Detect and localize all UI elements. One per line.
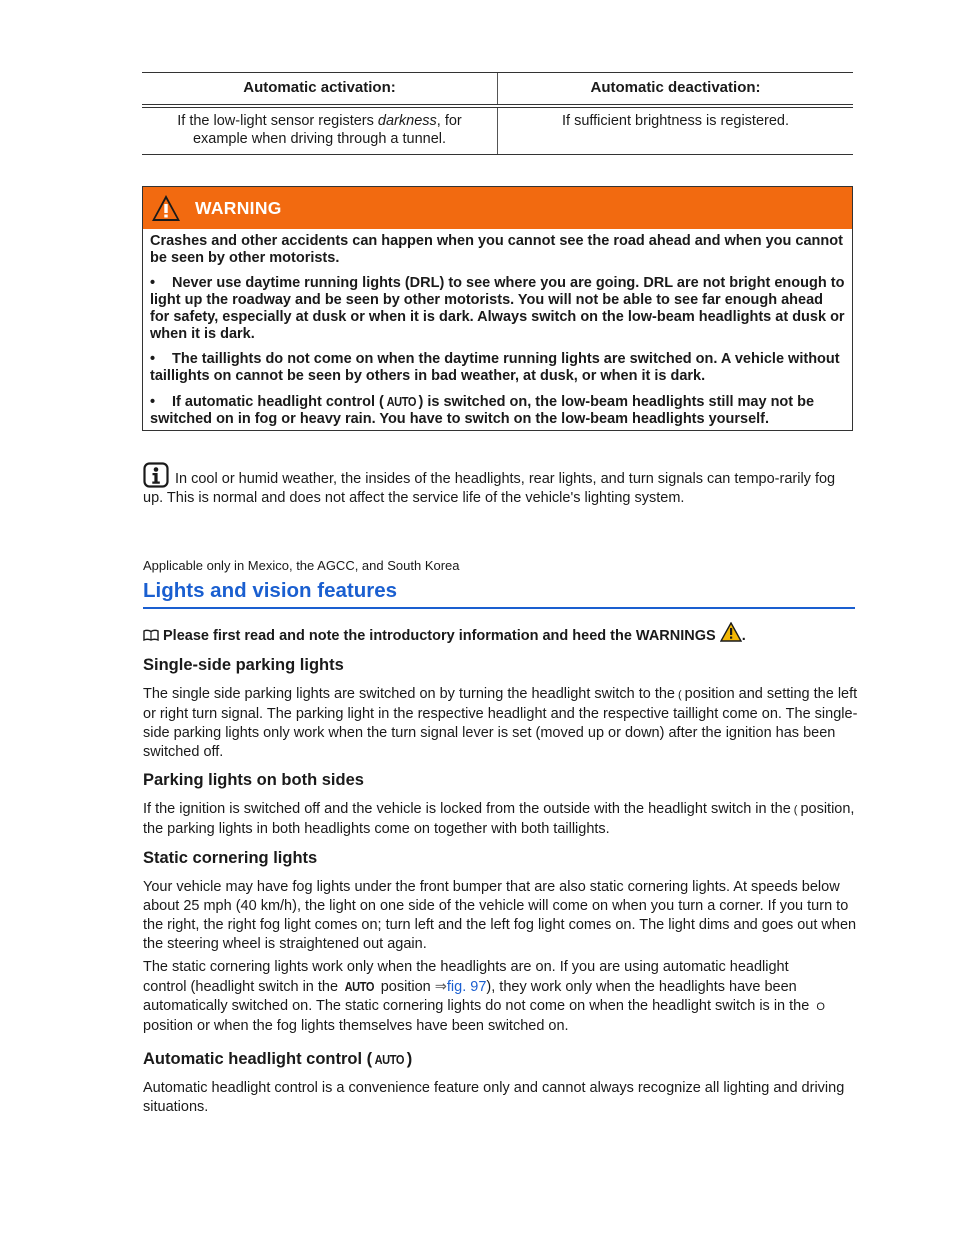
para-static-cornering-1: Your vehicle may have fog lights under the front bumper that are also static cornering lights. At speeds below about 25 mph (40 km/h), the light on one side of the vehicle will come on when you turn a corner. If you turn to the right, the right fog light comes on; turn left and the left fog light comes on. The light dims and goes out when the steering wheel is straightened out again. — [143, 879, 857, 952]
table-row — [142, 106, 853, 155]
warning-triangle-icon — [151, 194, 181, 222]
table-header-row — [142, 73, 853, 107]
warning-bullet: • Never use daytime running lights (DRL) to see where you are going. DRL are not bright enough to light up the roadway and be seen by other motorists. You will not be able to see far enough ahead for safety, especially at dusk or when it is dark. Always switch on the low-beam headlights at dusk or when it is dark. — [150, 275, 845, 342]
parking-light-symbol: ( — [793, 804, 798, 816]
para-automatic-headlight: Automatic headlight control is a convenience feature only and cannot always recognize all lighting and driving situations. — [143, 1080, 845, 1115]
auto-symbol: AUTO — [344, 979, 375, 994]
heading-static-cornering: Static cornering lights — [143, 849, 318, 867]
applicability-note: Applicable only in Mexico, the AGCC, and South Korea — [143, 558, 460, 573]
activation-cell: If the low-light sensor registers darkness, for example when driving through a tunnel. — [142, 106, 498, 155]
warning-header — [143, 187, 852, 229]
note-text: In cool or humid weather, the insides of the headlights, rear lights, and turn signals can tempo-rarily fog up. This is normal and does not affect the service life of the vehicle's lighting system. — [143, 471, 836, 506]
intro-line: Please first read and note the introductory information and heed the WARNINGS . — [143, 622, 858, 646]
heading-both-sides-parking: Parking lights on both sides — [143, 771, 364, 789]
warning-intro: Crashes and other accidents can happen when you cannot see the road ahead and when you cannot be seen by other motorists. — [150, 233, 843, 266]
para-static-cornering-2: The static cornering lights work only when the headlights are on. If you are using automatic headlight control (headlight switch in the AUTO position ⇒fig. 97), they work only when the headlights have been automatically switched on. The static cornering lights do not come on when the headlight switch is in the Oposition or when the fog lights themselves have been switched on. — [143, 959, 825, 1034]
off-symbol: O — [816, 1001, 825, 1013]
warning-box — [142, 186, 853, 431]
para-single-side-parking: The single side parking lights are switched on by turning the headlight switch to the ( position and setting the left or right turn signal. The parking light in the respective headlight and the respective taillight come on. The single-side parking lights only work when the turn signal lever is set (moved up or down) after the ignition has been switched off. — [143, 686, 858, 760]
auto-symbol: AUTO — [374, 1052, 405, 1067]
reference-arrow: ⇒ — [434, 979, 447, 995]
section-title: Lights and vision features — [143, 579, 855, 609]
para-both-sides-parking: If the ignition is switched off and the vehicle is locked from the outside with the headlight switch in the ( position, the parking lights in both headlights come on together with both taillights. — [143, 801, 855, 837]
parking-light-symbol: ( — [677, 689, 682, 701]
warning-body — [143, 229, 852, 428]
warning-bullet: • The taillights do not come on when the daytime running lights are switched on. A vehicle without taillights on cannot be seen by others in bad weather, at dusk, or when it is dark. — [150, 351, 840, 384]
warning-triangle-icon — [720, 622, 742, 642]
heading-automatic-headlight: Automatic headlight control ( AUTO ) — [143, 1050, 413, 1068]
activation-table — [142, 72, 853, 155]
table-header-activation: Automatic activation: — [142, 73, 498, 107]
warning-title: WARNING — [195, 197, 282, 218]
info-note — [143, 462, 858, 508]
emphasis-darkness: darkness — [377, 113, 437, 129]
heading-single-side-parking: Single-side parking lights — [143, 656, 344, 674]
auto-symbol: AUTO — [386, 394, 416, 409]
deactivation-cell: If sufficient brightness is registered. — [498, 106, 854, 155]
figure-link[interactable]: fig. 97 — [446, 979, 487, 995]
info-icon — [143, 462, 169, 488]
table-header-deactivation: Automatic deactivation: — [498, 73, 854, 107]
book-icon — [143, 629, 159, 641]
warning-bullet: • If automatic headlight control ( AUTO ) is switched on, the low-beam headlights still may not be switched on in fog or heavy rain. You have to switch on the low-beam headlights yourself. — [150, 394, 815, 427]
